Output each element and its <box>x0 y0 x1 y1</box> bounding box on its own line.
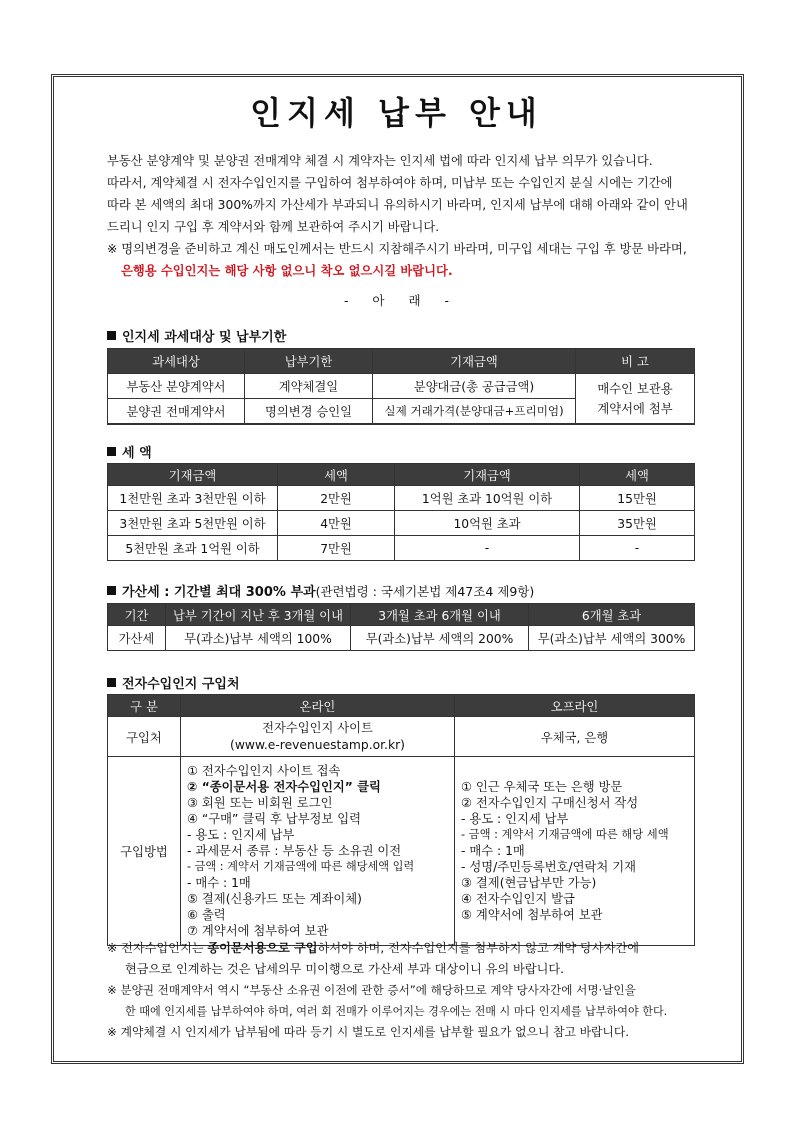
page-title: 인지세 납부 안내 <box>250 94 543 132</box>
table-header: 비 고 <box>576 349 695 374</box>
table-header: 기간 <box>108 604 166 626</box>
intro-line: 따라서, 계약체결 시 전자수입인지를 구입하여 첨부하여야 하며, 미납부 또는 수입인지 분실 시에는 기간에 <box>107 176 673 190</box>
intro-text <box>107 150 707 282</box>
tax-target-table <box>107 348 695 425</box>
separator: - 아 래 - <box>343 293 450 308</box>
purchase-table <box>107 694 695 946</box>
table-row: 3천만원 초과 5천만원 이하 4만원 10억원 초과 35만원 <box>108 511 695 536</box>
table-row: 부동산 분양계약서 계약체결일 분양대금(총 공급금액) 매수인 보관용 계약서에 첨부 <box>108 374 695 399</box>
table-header: 세액 <box>278 464 395 486</box>
section-heading-tax-amount: 세 액 <box>107 442 152 461</box>
table-row: 구입처 전자수입인지 사이트 (www.e-revenuestamp.or.kr) 우체국, 은행 <box>108 717 695 757</box>
intro-warning: 은행용 수입인지는 해당 사항 없으니 착오 없으시길 바랍니다. <box>121 264 453 278</box>
square-bullet-icon <box>107 678 116 687</box>
table-header: 세액 <box>580 464 695 486</box>
table-header: 기재금액 <box>395 464 580 486</box>
intro-line: ※ 명의변경을 준비하고 계신 매도인께서는 반드시 지참해주시기 바라며, 미구입 세대는 구입 후 방문 바라며, <box>107 242 687 256</box>
note-line: ※ 전자수입인지는 종이문서용으로 구입하셔야 하며, 전자수입인지를 첨부하지 않고 계약 당사자간에 <box>107 941 640 955</box>
square-bullet-icon <box>107 586 116 595</box>
intro-line: 드리니 인지 구입 후 계약서와 함께 보관하여 주시기 바랍니다. <box>107 220 440 234</box>
section-heading-purchase: 전자수입인지 구입처 <box>107 673 240 692</box>
intro-line: 부동산 분양계약 및 분양권 전매계약 체결 시 계약자는 인지세 법에 따라 인지세 납부 의무가 있습니다. <box>107 154 653 168</box>
footnotes <box>107 938 707 1043</box>
table-header: 오프라인 <box>455 695 695 717</box>
table-header: 기재금액 <box>373 349 576 374</box>
table-header: 온라인 <box>181 695 455 717</box>
online-steps: ① 전자수입인지 사이트 접속 ② “종이문서용 전자수입인지” 클릭 ③ 회원 또는 비회원 로그인 ④ “구매” 클릭 후 납부정보 입력 - 용도 : 인지세 납부 - 과세문서 종류 : 부동산 등 소유권 이전 - 금액 : 계약서 기재금액에 따른 해당세액 입력 - 매수 : 1매 ⑤ 결제(신용카드 또는 계좌이체) ⑥ 출력 ⑦ 계약서에 첨부하여 보관 <box>181 757 455 946</box>
note-line: 현금으로 인계하는 것은 납세의무 미이행으로 가산세 부과 대상이니 유의 바랍니다. <box>125 962 565 976</box>
remark-cell: 매수인 보관용 계약서에 첨부 <box>576 374 695 425</box>
table-header: 6개월 초과 <box>529 604 695 626</box>
note-line: 한 때에 인지세를 납부하여야 하며, 여러 회 전매가 이루어지는 경우에는 전매 시 마다 인지세를 납부하여야 한다. <box>125 1005 668 1018</box>
section-heading-penalty: 가산세 : 기간별 최대 300% 부과(관련법령 : 국세기본법 제47조4 제9항) <box>107 581 534 600</box>
note-line: ※ 계약체결 시 인지세가 납부됨에 따라 등기 시 별도로 인지세를 납부할 필요가 없으니 참고 바랍니다. <box>107 1025 629 1039</box>
table-header: 납부 기간이 지난 후 3개월 이내 <box>166 604 351 626</box>
penalty-table <box>107 603 695 651</box>
section-heading-tax-target: 인지세 과세대상 및 납부기한 <box>107 326 286 345</box>
table-header: 구 분 <box>108 695 181 717</box>
tax-amount-table <box>107 463 695 561</box>
table-header: 3개월 초과 6개월 이내 <box>351 604 529 626</box>
table-row: 1천만원 초과 3천만원 이하 2만원 1억원 초과 10억원 이하 15만원 <box>108 486 695 511</box>
table-row: 가산세 무(과소)납부 세액의 100% 무(과소)납부 세액의 200% 무(과소)납부 세액의 300% <box>108 626 695 651</box>
online-site-cell: 전자수입인지 사이트 (www.e-revenuestamp.or.kr) <box>181 717 455 757</box>
table-header: 기재금액 <box>108 464 278 486</box>
table-header: 과세대상 <box>108 349 245 374</box>
table-header: 납부기한 <box>245 349 373 374</box>
offline-steps: ① 인근 우체국 또는 은행 방문 ② 전자수입인지 구매신청서 작성 - 용도 : 인지세 납부 - 금액 : 계약서 기재금액에 따른 해당 세액 - 매수 : 1매 - 성명/주민등록번호/연락처 기재 ③ 결제(현금납부만 가능) ④ 전자수입인지 발급 ⑤ 계약서에 첨부하여 보관 <box>455 757 695 946</box>
square-bullet-icon <box>107 331 116 340</box>
square-bullet-icon <box>107 447 116 456</box>
intro-line: 따라 본 세액의 최대 300%까지 가산세가 부과되니 유의하시기 바라며, 인지세 납부에 대해 아래와 같이 안내 <box>107 198 688 212</box>
table-row: 5천만원 초과 1억원 이하 7만원 - - <box>108 536 695 561</box>
table-row: 분양권 전매계약서 명의변경 승인일 실제 거래가격(분양대금+프리미엄) <box>108 399 695 425</box>
note-line: ※ 분양권 전매계약서 역시 “부동산 소유권 이전에 관한 증서”에 해당하므로 계약 당사자간에 서명·날인을 <box>107 983 636 997</box>
table-row: 구입방법 ① 전자수입인지 사이트 접속 ② “종이문서용 전자수입인지” 클릭 ③ 회원 또는 비회원 로그인 ④ “구매” 클릭 후 납부정보 입력 - 용도 : 인지세 납부 - 과세문서 종류 : 부동산 등 소유권 이전 - 금액 : 계약서 기재금액에 따른 해당세액 입력 - 매수 : 1매 ⑤ 결제(신용카드 또는 계좌이체) ⑥ 출력 ⑦ 계약서에 첨부하여 보관 ① 인근 우체국 또는 은행 방문 ② 전자수입인지 구매신청서 작성 - 용도 : 인지세 납부 - 금액 : 계약서 기재금액에 따른 해당 세액 - 매수 : 1매 - 성명/주민등록번호/연락처 기재 ③ 결제(현금납부만 가능) ④ 전자수입인지 발급 ⑤ 계약서에 첨부하여 보관 <box>108 757 695 946</box>
